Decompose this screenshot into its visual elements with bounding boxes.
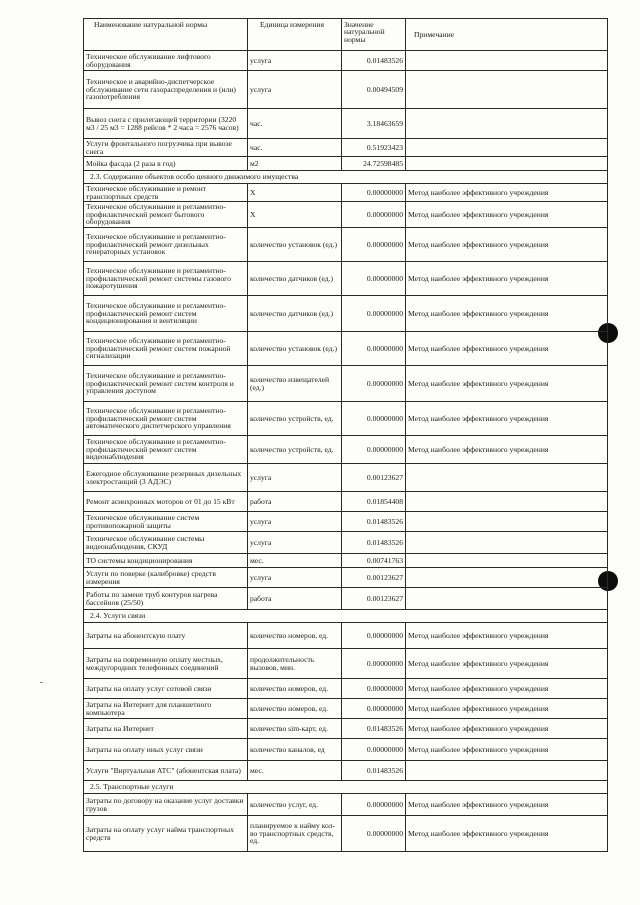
row-name: Техническое обслуживание и ремонт транспортных средств — [84, 184, 248, 202]
row-name: Техническое обслуживание и регламентно-профилактический ремонт бытового оборудования — [84, 202, 248, 228]
table-row — [84, 492, 608, 512]
row-name: Работы по замене труб контуров нагрева бассейнов (25/50) — [84, 588, 248, 610]
row-unit: количество датчиков (ед.) — [248, 296, 342, 332]
table-row — [84, 568, 608, 588]
row-note — [406, 532, 608, 554]
row-value: 0.00000000 — [342, 228, 406, 262]
table-row — [84, 679, 608, 699]
table-row — [84, 202, 608, 228]
row-note: Метод наиболее эффективного учреждения — [406, 402, 608, 436]
row-note: Метод наиболее эффективного учреждения — [406, 202, 608, 228]
row-note: Метод наиболее эффективного учреждения — [406, 296, 608, 332]
table-row — [84, 532, 608, 554]
scan-mark — [40, 682, 43, 683]
row-note: Метод наиболее эффективного учреждения — [406, 332, 608, 366]
row-unit: количество номеров, ед. — [248, 623, 342, 649]
table-row — [84, 816, 608, 852]
section-header — [84, 610, 608, 623]
row-value: 0.00000000 — [342, 679, 406, 699]
section-header — [84, 171, 608, 184]
row-name: Затраты на оплату услуг сотовой связи — [84, 679, 248, 699]
row-value: 0.00000000 — [342, 739, 406, 761]
row-name: Мойка фасада (2 раза в год) — [84, 157, 248, 171]
row-name: Затраты на Интернет — [84, 719, 248, 739]
row-name: Техническое обслуживание и регламентно-профилактический ремонт системы газового пожаротушения — [84, 262, 248, 296]
row-unit: услуга — [248, 51, 342, 71]
row-value: 0.00000000 — [342, 202, 406, 228]
row-unit: услуга — [248, 71, 342, 109]
row-unit: планируемое к найму кол-во транспортных средств, ед. — [248, 816, 342, 852]
table-row — [84, 71, 608, 109]
row-unit: количество sim-карт, ед. — [248, 719, 342, 739]
row-name: Техническое обслуживание и регламентно-профилактический ремонт систем пожарной сигнализации — [84, 332, 248, 366]
row-value: 0.00000000 — [342, 699, 406, 719]
row-unit: работа — [248, 588, 342, 610]
row-note: Метод наиболее эффективного учреждения — [406, 679, 608, 699]
row-note: Метод наиболее эффективного учреждения — [406, 719, 608, 739]
row-name: Затраты на оплату иных услуг связи — [84, 739, 248, 761]
row-unit: количество установок (ед.) — [248, 228, 342, 262]
row-unit: мес. — [248, 554, 342, 568]
row-note: Метод наиболее эффективного учреждения — [406, 816, 608, 852]
row-value: 3.18463659 — [342, 109, 406, 139]
row-value: 0.00000000 — [342, 262, 406, 296]
table-row — [84, 699, 608, 719]
row-value: 0.00741763 — [342, 554, 406, 568]
row-name: Вывоз снега с прилегающей территории (3220 м3 / 25 м3 = 1288 рейсов * 2 часа = 2576 часов) — [84, 109, 248, 139]
row-name: Затраты на повременную оплату местных, междугородних телефонных соединений — [84, 649, 248, 679]
row-name: ТО системы кондиционирования — [84, 554, 248, 568]
row-name: Техническое обслуживание и регламентно-профилактический ремонт систем видеонаблюдения — [84, 436, 248, 464]
row-unit: час. — [248, 139, 342, 157]
table-row — [84, 366, 608, 402]
row-value: 0.00000000 — [342, 332, 406, 366]
table-row — [84, 157, 608, 171]
table-row — [84, 436, 608, 464]
row-note: Метод наиболее эффективного учреждения — [406, 739, 608, 761]
row-unit: количество устройств, ед. — [248, 436, 342, 464]
row-note: Метод наиболее эффективного учреждения — [406, 262, 608, 296]
table-row — [84, 262, 608, 296]
row-note — [406, 554, 608, 568]
row-unit: количество услуг, ед. — [248, 794, 342, 816]
row-unit: мес. — [248, 761, 342, 781]
row-value: 0.00123627 — [342, 588, 406, 610]
row-unit: м2 — [248, 157, 342, 171]
table-header — [84, 19, 608, 51]
row-note: Метод наиболее эффективного учреждения — [406, 649, 608, 679]
row-unit: работа — [248, 492, 342, 512]
row-note — [406, 588, 608, 610]
row-name: Техническое обслуживание и регламентно-профилактический ремонт систем автоматического диспетчерского управления — [84, 402, 248, 436]
row-value: 0.00123627 — [342, 568, 406, 588]
table-row — [84, 761, 608, 781]
row-note: Метод наиболее эффективного учреждения — [406, 794, 608, 816]
row-value: 0.01854408 — [342, 492, 406, 512]
row-unit: Х — [248, 184, 342, 202]
norms-table — [83, 18, 608, 852]
row-name: Услуги "Виртуальная АТС" (абонентская плата) — [84, 761, 248, 781]
row-note: Метод наиболее эффективного учреждения — [406, 623, 608, 649]
table-row — [84, 228, 608, 262]
row-value: 0.01483526 — [342, 761, 406, 781]
row-unit: количество номеров, ед. — [248, 679, 342, 699]
section-label: 2.3. Содержание объектов особо ценного движимого имущества — [84, 171, 608, 184]
row-unit: количество установок (ед.) — [248, 332, 342, 366]
row-note — [406, 109, 608, 139]
table-row — [84, 51, 608, 71]
row-unit: количество номеров, ед. — [248, 699, 342, 719]
row-name: Затраты на оплату услуг найма транспортных средств — [84, 816, 248, 852]
row-value: 0.00000000 — [342, 402, 406, 436]
header-value: Значение натуральной нормы — [342, 19, 406, 51]
row-value: 0.00000000 — [342, 436, 406, 464]
row-name: Услуги по поверке (калибровке) средств измерения — [84, 568, 248, 588]
row-value: 0.00000000 — [342, 366, 406, 402]
table-row — [84, 512, 608, 532]
row-value: 0.51923423 — [342, 139, 406, 157]
row-note: Метод наиболее эффективного учреждения — [406, 228, 608, 262]
table-row — [84, 109, 608, 139]
header-name: Наименование натуральной нормы — [84, 19, 248, 51]
table-row — [84, 402, 608, 436]
row-value: 24.72598485 — [342, 157, 406, 171]
row-name: Затраты на Интернет для планшетного компьютера — [84, 699, 248, 719]
row-name: Затраты по договору на оказание услуг доставки грузов — [84, 794, 248, 816]
row-name: Услуги фронтального погрузчика при вывозе снега — [84, 139, 248, 157]
section-label: 2.5. Транспортные услуги — [84, 781, 608, 794]
table-row — [84, 623, 608, 649]
row-value: 0.00123627 — [342, 464, 406, 492]
row-note — [406, 464, 608, 492]
row-value: 0.01483526 — [342, 719, 406, 739]
table-row — [84, 649, 608, 679]
row-unit: продолжительность вызовов, мин. — [248, 649, 342, 679]
row-note: Метод наиболее эффективного учреждения — [406, 184, 608, 202]
row-value: 0.01483526 — [342, 512, 406, 532]
section-label: 2.4. Услуги связи — [84, 610, 608, 623]
row-note — [406, 761, 608, 781]
row-value: 0.00000000 — [342, 184, 406, 202]
row-note — [406, 139, 608, 157]
row-unit: количество устройств, ед. — [248, 402, 342, 436]
row-value: 0.01483526 — [342, 532, 406, 554]
table-row — [84, 739, 608, 761]
row-name: Техническое обслуживание и регламентно-профилактический ремонт дизельных генераторных установок — [84, 228, 248, 262]
row-value: 0.00000000 — [342, 816, 406, 852]
table-row — [84, 184, 608, 202]
row-note — [406, 568, 608, 588]
row-note — [406, 71, 608, 109]
row-name: Техническое обслуживание системы видеонаблюдения, СКУД — [84, 532, 248, 554]
row-unit: количество извещателей (ед.) — [248, 366, 342, 402]
table-row — [84, 794, 608, 816]
row-note — [406, 157, 608, 171]
row-unit: Х — [248, 202, 342, 228]
row-note — [406, 51, 608, 71]
row-name: Техническое и аварийно-диспетчерское обслуживание сети газораспределения и (или) газопотребления — [84, 71, 248, 109]
row-value: 0.00000000 — [342, 623, 406, 649]
table-row — [84, 139, 608, 157]
row-note — [406, 512, 608, 532]
row-unit: услуга — [248, 464, 342, 492]
row-value: 0.00000000 — [342, 649, 406, 679]
row-note: Метод наиболее эффективного учреждения — [406, 699, 608, 719]
row-name: Затраты на абонентскую плату — [84, 623, 248, 649]
row-name: Ежегодное обслуживание резервных дизельных электростанций (3 АДЭС) — [84, 464, 248, 492]
row-name: Ремонт асинхронных моторов от 01 до 15 кВт — [84, 492, 248, 512]
row-unit: услуга — [248, 568, 342, 588]
row-name: Техническое обслуживание лифтового оборудования — [84, 51, 248, 71]
row-value: 0.00000000 — [342, 296, 406, 332]
row-unit: количество каналов, ед — [248, 739, 342, 761]
header-note: Примечание — [406, 19, 608, 51]
table-row — [84, 296, 608, 332]
row-value: 0.01483526 — [342, 51, 406, 71]
row-value: 0.00494509 — [342, 71, 406, 109]
row-note: Метод наиболее эффективного учреждения — [406, 366, 608, 402]
header-unit: Единица измерения — [248, 19, 342, 51]
row-unit: количество датчиков (ед.) — [248, 262, 342, 296]
row-name: Техническое обслуживание систем противопожарной защиты — [84, 512, 248, 532]
row-unit: услуга — [248, 512, 342, 532]
table-row — [84, 332, 608, 366]
row-name: Техническое обслуживание и регламентно-профилактический ремонт систем контроля и управления доступом — [84, 366, 248, 402]
row-name: Техническое обслуживание и регламентно-профилактический ремонт систем кондиционирования и вентиляции — [84, 296, 248, 332]
row-unit: услуга — [248, 532, 342, 554]
row-note: Метод наиболее эффективного учреждения — [406, 436, 608, 464]
table-row — [84, 719, 608, 739]
row-note — [406, 492, 608, 512]
section-header — [84, 781, 608, 794]
table-row — [84, 554, 608, 568]
row-value: 0.00000000 — [342, 794, 406, 816]
row-unit: час. — [248, 109, 342, 139]
table-row — [84, 588, 608, 610]
table-row — [84, 464, 608, 492]
